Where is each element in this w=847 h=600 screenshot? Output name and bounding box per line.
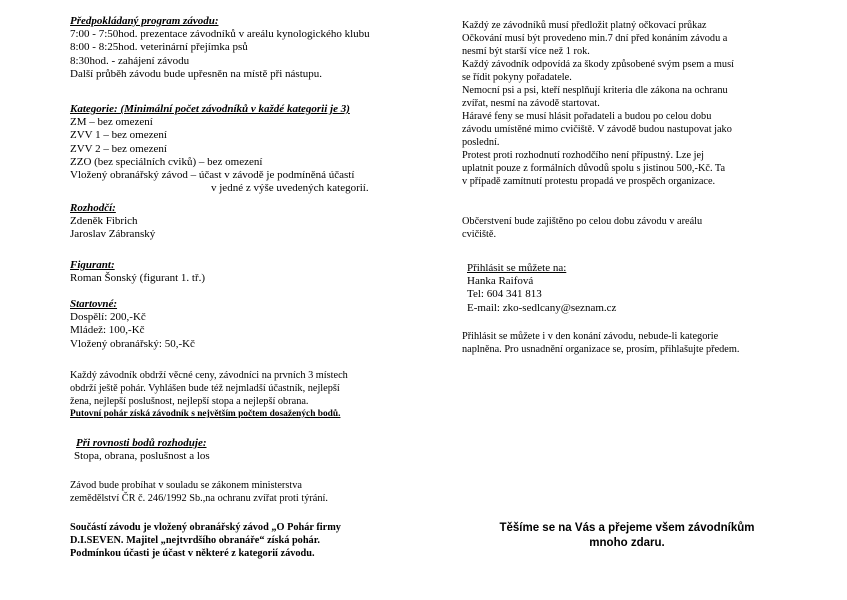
prihlaska2-line: naplněna. Pro usnadnění organizace se, prosím, přihlašujte předem. [462,344,740,355]
kategorie-line: Vložený obranářský závod – účast v závodě je podmíněná účastí [70,169,355,182]
pravidla-line: v případě zamítnutí protestu propadá ve prospěch organizace. [462,176,716,187]
startovne-heading: Startovné: [70,298,118,310]
kategorie-section [70,103,410,195]
rovnost-line: Stopa, obrana, poslušnost a los [74,450,210,463]
obcerstveni-line: cvičiště. [462,229,497,240]
pravidla-line: Protest proti rozhodnutí rozhodčího není přípustný. Lze jej [462,150,704,161]
kategorie-line: ZZO (bez speciálních cviků) – bez omezení [70,155,263,168]
kategorie-line: ZVV 1 – bez omezení [70,129,167,142]
zakon-line: zemědělství ČR č. 246/1992 Sb.,na ochranu zvířat proti týrání. [70,493,328,504]
ceny-line: žena, nejlepší poslušnost, nejlepší stopa a nejlepší obrana. [70,396,309,407]
rozhodci-name: Jaroslav Zábranský [70,228,156,241]
rozhodci-name: Zdeněk Fibrich [70,215,138,228]
pravidla-line: zvířat, nesmí na závodě startovat. [462,98,600,109]
prihlaska-email: E-mail: zko-sedlcany@seznam.cz [467,301,617,314]
program-section [70,15,410,81]
obcerstveni-section [462,215,787,241]
kategorie-line: v jedné z výše uvedených kategorií. [211,182,369,195]
rovnost-section [70,437,410,463]
prihlaska-contact-name: Hanka Raifová [467,275,534,288]
closing-line: Těšíme se na Vás a přejeme všem závodníkům [499,522,755,534]
figurant-section [70,259,410,285]
program-line: 8:30hod. - zahájení závodu [70,54,190,67]
pravidla-line: nesmí být starší více než 1 rok. [462,46,590,57]
rozhodci-heading: Rozhodčí: [70,202,116,214]
kategorie-line: ZM – bez omezení [70,116,153,129]
ceny-line: obdrží ještě pohár. Vyhlášen bude též nejmladší účastník, nejlepší [70,383,340,394]
prihlaska-phone: Tel: 604 341 813 [467,288,542,301]
startovne-line: Dospělí: 200,-Kč [70,311,146,324]
pravidla-line: Každý ze závodníků musí předložit platný očkovací průkaz [462,20,707,31]
startovne-line: Mládež: 100,-Kč [70,324,145,337]
obcerstveni-line: Občerstvení bude zajištěno po celou dobu závodu v areálu [462,216,703,227]
rozhodci-section [70,202,410,242]
program-line: Další průběh závodu bude upřesněn na místě při nástupu. [70,67,323,80]
ceny-section [70,369,410,421]
zakon-section [70,479,410,505]
ceny-line: Každý závodník obdrží věcné ceny, závodníci na prvních 3 místech [70,370,348,381]
program-line: 8:00 - 8:25hod. veterinární přejímka psů [70,41,248,54]
closing-greeting [462,521,792,551]
pohar-section [70,521,410,560]
pravidla-line: Očkování musí být provedeno min.7 dní před konáním závodu a [462,33,728,44]
prihlaska-heading: Přihlásit se můžete na: [467,262,567,274]
pravidla-line: se řídit pokyny pořadatele. [462,72,572,83]
startovne-section [70,298,410,351]
program-heading: Předpokládaný program závodu: [70,15,219,27]
program-line: 7:00 - 7:50hod. prezentace závodníků v areálu kynologického klubu [70,28,370,41]
pravidla-section [462,19,787,188]
figurant-heading: Figurant: [70,259,115,271]
pravidla-line: poslední. [462,137,500,148]
pravidla-line: uplatnit pouze z formálních důvodů spolu s jistinou 500,-Kč. Ta [462,163,726,174]
zakon-line: Závod bude probíhat v souladu se zákonem ministerstva [70,480,302,491]
pravidla-line: Nemocní psi a psi, kteří nesplňují kriteria dle zákona na ochranu [462,85,728,96]
pohar-line: Podmínkou účasti je účast v některé z kategorií závodu. [70,548,315,559]
putovni-pohar-note: Putovní pohár získá závodník s největším počtem dosažených bodů. [70,409,341,419]
figurant-name: Roman Šonský (figurant 1. tř.) [70,272,206,285]
kategorie-line: ZVV 2 – bez omezení [70,142,167,155]
pravidla-line: závodu umístěné mimo cvičiště. V závodě budou nastupovat jako [462,124,732,135]
closing-line: mnoho zdaru. [589,537,665,549]
prihlaska-section [467,262,792,315]
pohar-line: Součástí závodu je vložený obranářský závod „O Pohár firmy [70,522,341,533]
startovne-line: Vložený obranářský: 50,-Kč [70,337,195,350]
rovnost-heading: Při rovnosti bodů rozhoduje: [76,437,207,449]
prihlaska2-section [462,330,787,356]
pohar-line: D.I.SEVEN. Majitel „nejtvrdšího obranáře“ získá pohár. [70,535,320,546]
kategorie-heading: Kategorie: (Minimální počet závodníků v každé kategorii je 3) [70,103,350,115]
pravidla-line: Každý závodník odpovídá za škody způsobené svým psem a musí [462,59,734,70]
prihlaska2-line: Přihlásit se můžete i v den konání závodu, nebude-li kategorie [462,331,719,342]
pravidla-line: Háravé feny se musí hlásit pořadateli a budou po celou dobu [462,111,712,122]
